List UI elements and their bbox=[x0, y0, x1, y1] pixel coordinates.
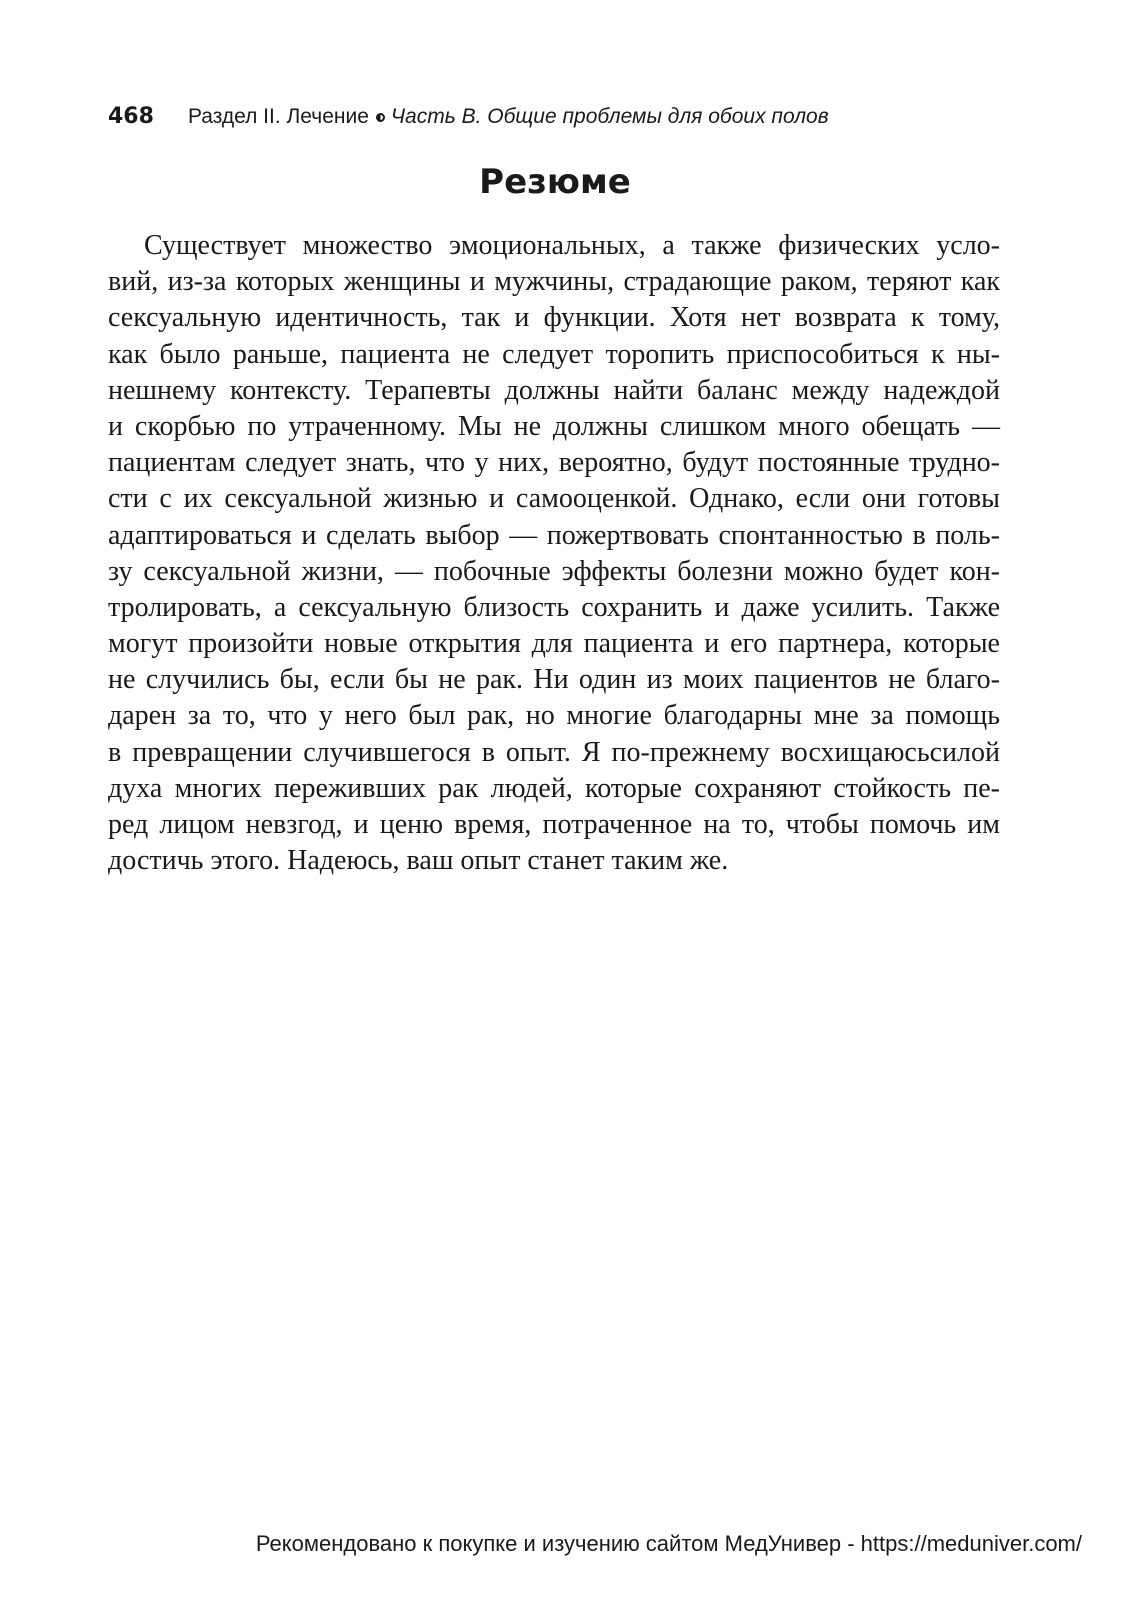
section-title: Резюме bbox=[479, 162, 631, 202]
footer-watermark: Рекомендовано к покупке и изучению сайтом МедУнивер - https://meduniver.com/ bbox=[255, 1531, 1082, 1556]
paragraph-line: дарен за то, что у него был рак, но многие благодарны мне за помощь bbox=[108, 700, 1000, 732]
paragraph-line: не случились бы, если бы не рак. Ни один из моих пациентов не благо- bbox=[108, 664, 1000, 696]
paragraph-line: Существует множество эмоциональных, а также физических усло- bbox=[144, 230, 1000, 261]
half-circle-bullet-icon bbox=[376, 113, 385, 122]
paragraph-line: сти с их сексуальной жизнью и самооценкой. Однако, если они готовы bbox=[108, 483, 1000, 515]
paragraph-line: как было раньше, пациента не следует торопить приспособиться к ны- bbox=[108, 338, 1000, 370]
section-name: Раздел II. Лечение bbox=[187, 105, 369, 128]
paragraph-line: тролировать, а сексуальную близость сохранить и даже усилить. Также bbox=[108, 591, 1000, 623]
paragraph-line: сексуальную идентичность, так и функции. Хотя нет возврата к тому, bbox=[108, 302, 1000, 334]
paragraph-line: достичь этого. Надеюсь, ваш опыт станет таким же. bbox=[108, 845, 729, 877]
paragraph-line: в превращении случившегося в опыт. Я по-прежнему восхищаюсьсилой bbox=[108, 736, 1000, 768]
paragraph-line: вий, из-за которых женщины и мужчины, страдающие раком, теряют как bbox=[108, 266, 1000, 298]
part-name: Часть В. Общие проблемы для обоих полов bbox=[390, 105, 829, 128]
paragraph-line: и скорбью по утраченному. Мы не должны слишком много обещать — bbox=[108, 410, 1000, 442]
paragraph-line: пациентам следует знать, что у них, вероятно, будут постоянные трудно- bbox=[108, 447, 1000, 479]
running-head bbox=[108, 100, 1008, 132]
page-number: 468 bbox=[108, 104, 154, 129]
paragraph-line: адаптироваться и сделать выбор — пожертвовать спонтанностью в поль- bbox=[108, 519, 1000, 551]
paragraph-line: могут произойти новые открытия для пациента и его партнера, которые bbox=[108, 628, 1000, 660]
body-paragraph bbox=[108, 228, 1000, 879]
paragraph-line: нешнему контексту. Терапевты должны найти баланс между надеждой bbox=[108, 374, 1000, 406]
paragraph-line: зу сексуальной жизни, — побочные эффекты болезни можно будет кон- bbox=[108, 555, 1000, 587]
paragraph-line: ред лицом невзгод, и ценю время, потраченное на то, чтобы помочь им bbox=[108, 809, 1000, 840]
paragraph-line: духа многих переживших рак людей, которые сохраняют стойкость пе- bbox=[108, 772, 1000, 804]
